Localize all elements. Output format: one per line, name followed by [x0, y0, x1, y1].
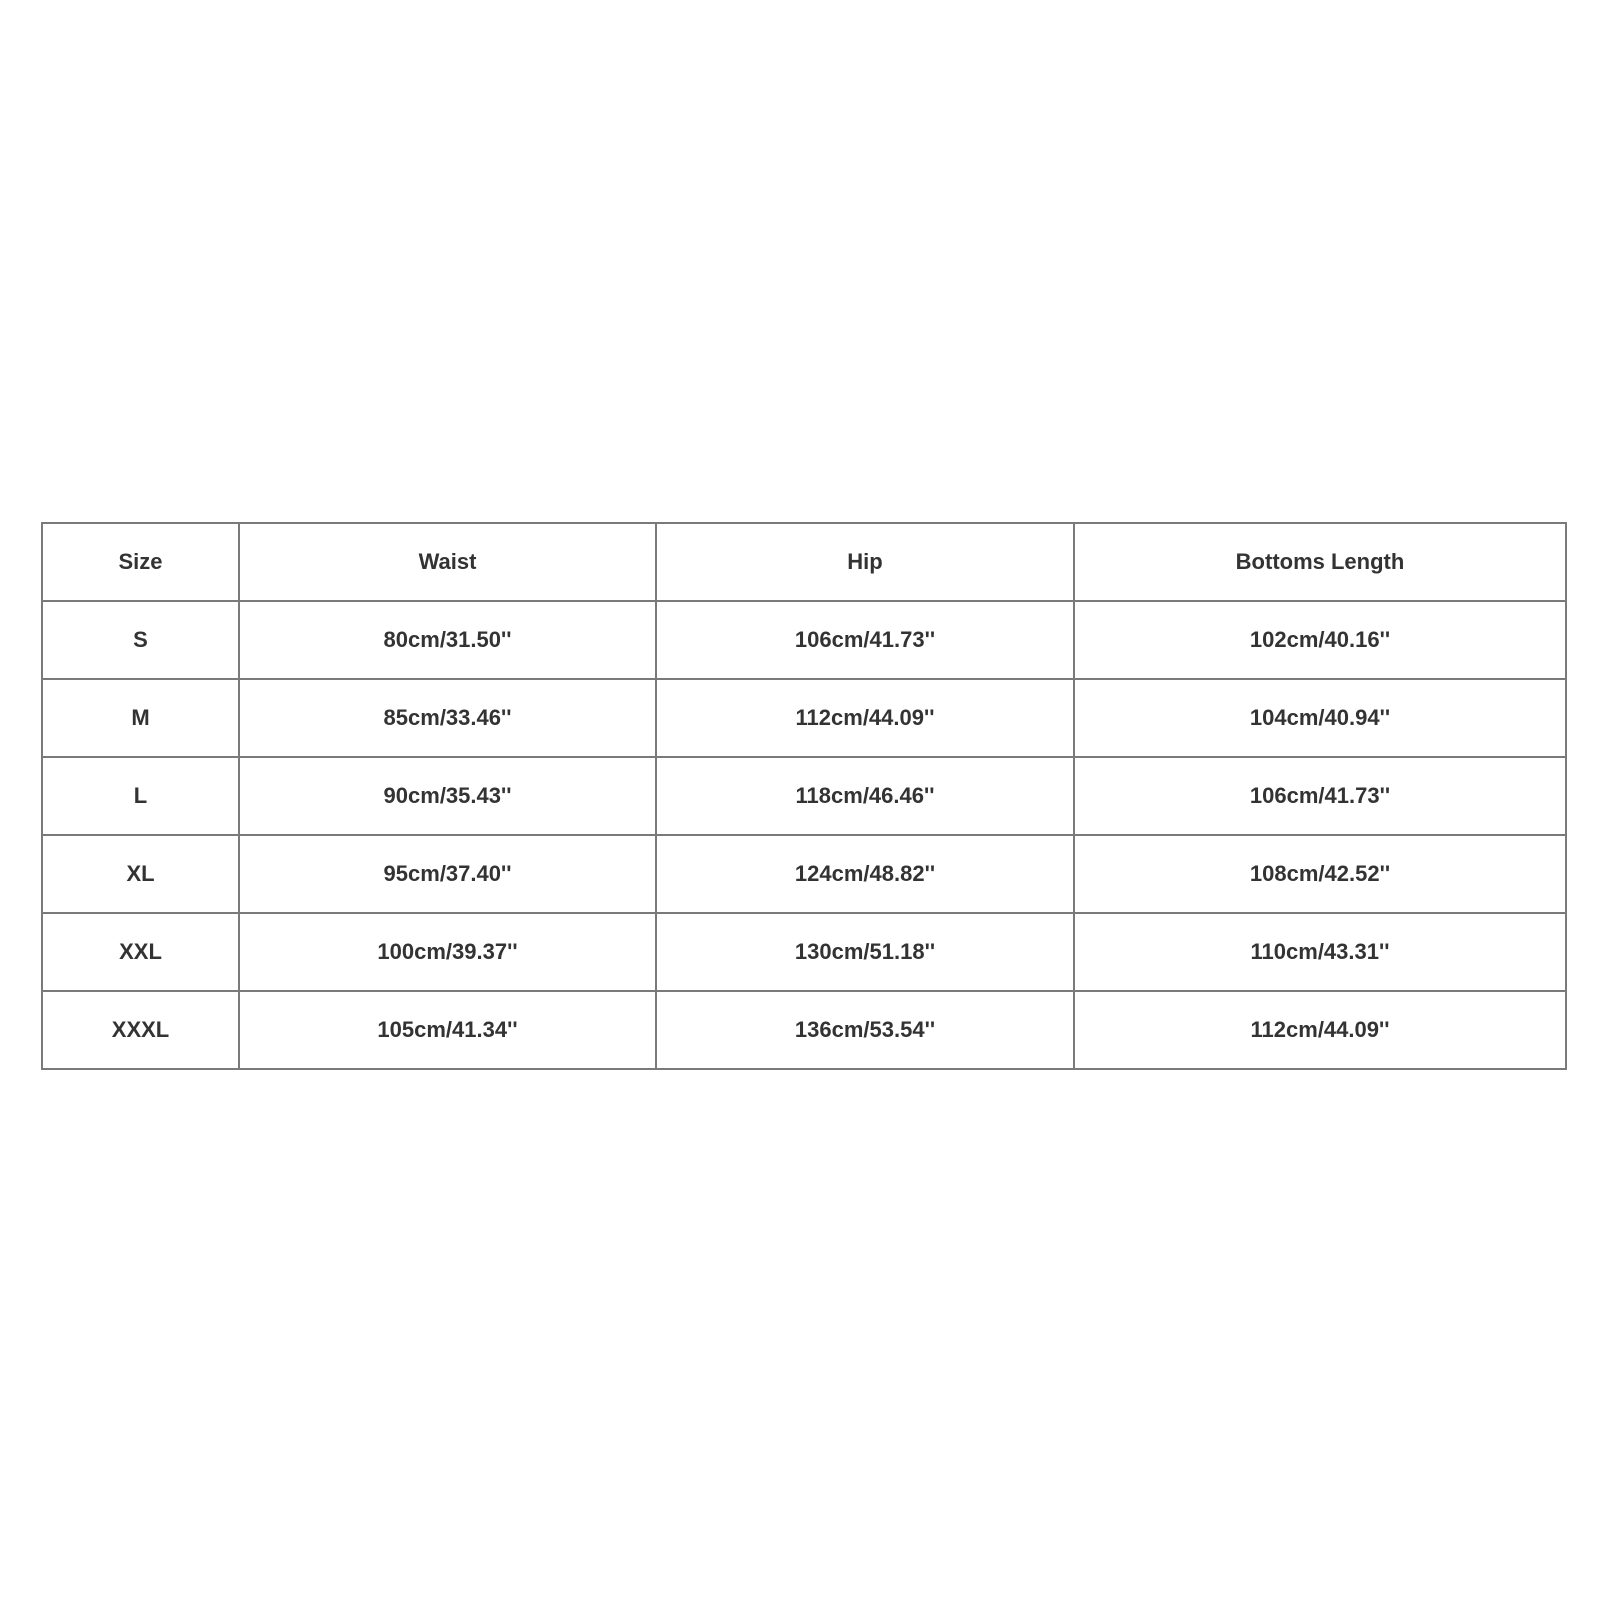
cell-size: M [42, 679, 239, 757]
table-row [42, 835, 1566, 913]
cell-bottoms-length: 104cm/40.94'' [1074, 679, 1566, 757]
cell-size: XXL [42, 913, 239, 991]
cell-bottoms-length: 106cm/41.73'' [1074, 757, 1566, 835]
cell-bottoms-length: 108cm/42.52'' [1074, 835, 1566, 913]
cell-waist: 100cm/39.37'' [239, 913, 656, 991]
table-header-row [42, 523, 1566, 601]
table-row [42, 679, 1566, 757]
header-size: Size [42, 523, 239, 601]
cell-bottoms-length: 110cm/43.31'' [1074, 913, 1566, 991]
header-hip: Hip [656, 523, 1074, 601]
cell-hip: 136cm/53.54'' [656, 991, 1074, 1069]
cell-waist: 105cm/41.34'' [239, 991, 656, 1069]
cell-hip: 130cm/51.18'' [656, 913, 1074, 991]
cell-bottoms-length: 102cm/40.16'' [1074, 601, 1566, 679]
cell-size: L [42, 757, 239, 835]
table-row [42, 913, 1566, 991]
cell-size: XL [42, 835, 239, 913]
table-row [42, 601, 1566, 679]
cell-size: S [42, 601, 239, 679]
table-row [42, 757, 1566, 835]
cell-waist: 90cm/35.43'' [239, 757, 656, 835]
cell-hip: 118cm/46.46'' [656, 757, 1074, 835]
cell-hip: 106cm/41.73'' [656, 601, 1074, 679]
table-row [42, 991, 1566, 1069]
header-waist: Waist [239, 523, 656, 601]
header-bottoms-length: Bottoms Length [1074, 523, 1566, 601]
cell-size: XXXL [42, 991, 239, 1069]
cell-bottoms-length: 112cm/44.09'' [1074, 991, 1566, 1069]
size-chart-table [41, 522, 1567, 1070]
cell-waist: 85cm/33.46'' [239, 679, 656, 757]
cell-waist: 95cm/37.40'' [239, 835, 656, 913]
cell-hip: 112cm/44.09'' [656, 679, 1074, 757]
cell-hip: 124cm/48.82'' [656, 835, 1074, 913]
cell-waist: 80cm/31.50'' [239, 601, 656, 679]
